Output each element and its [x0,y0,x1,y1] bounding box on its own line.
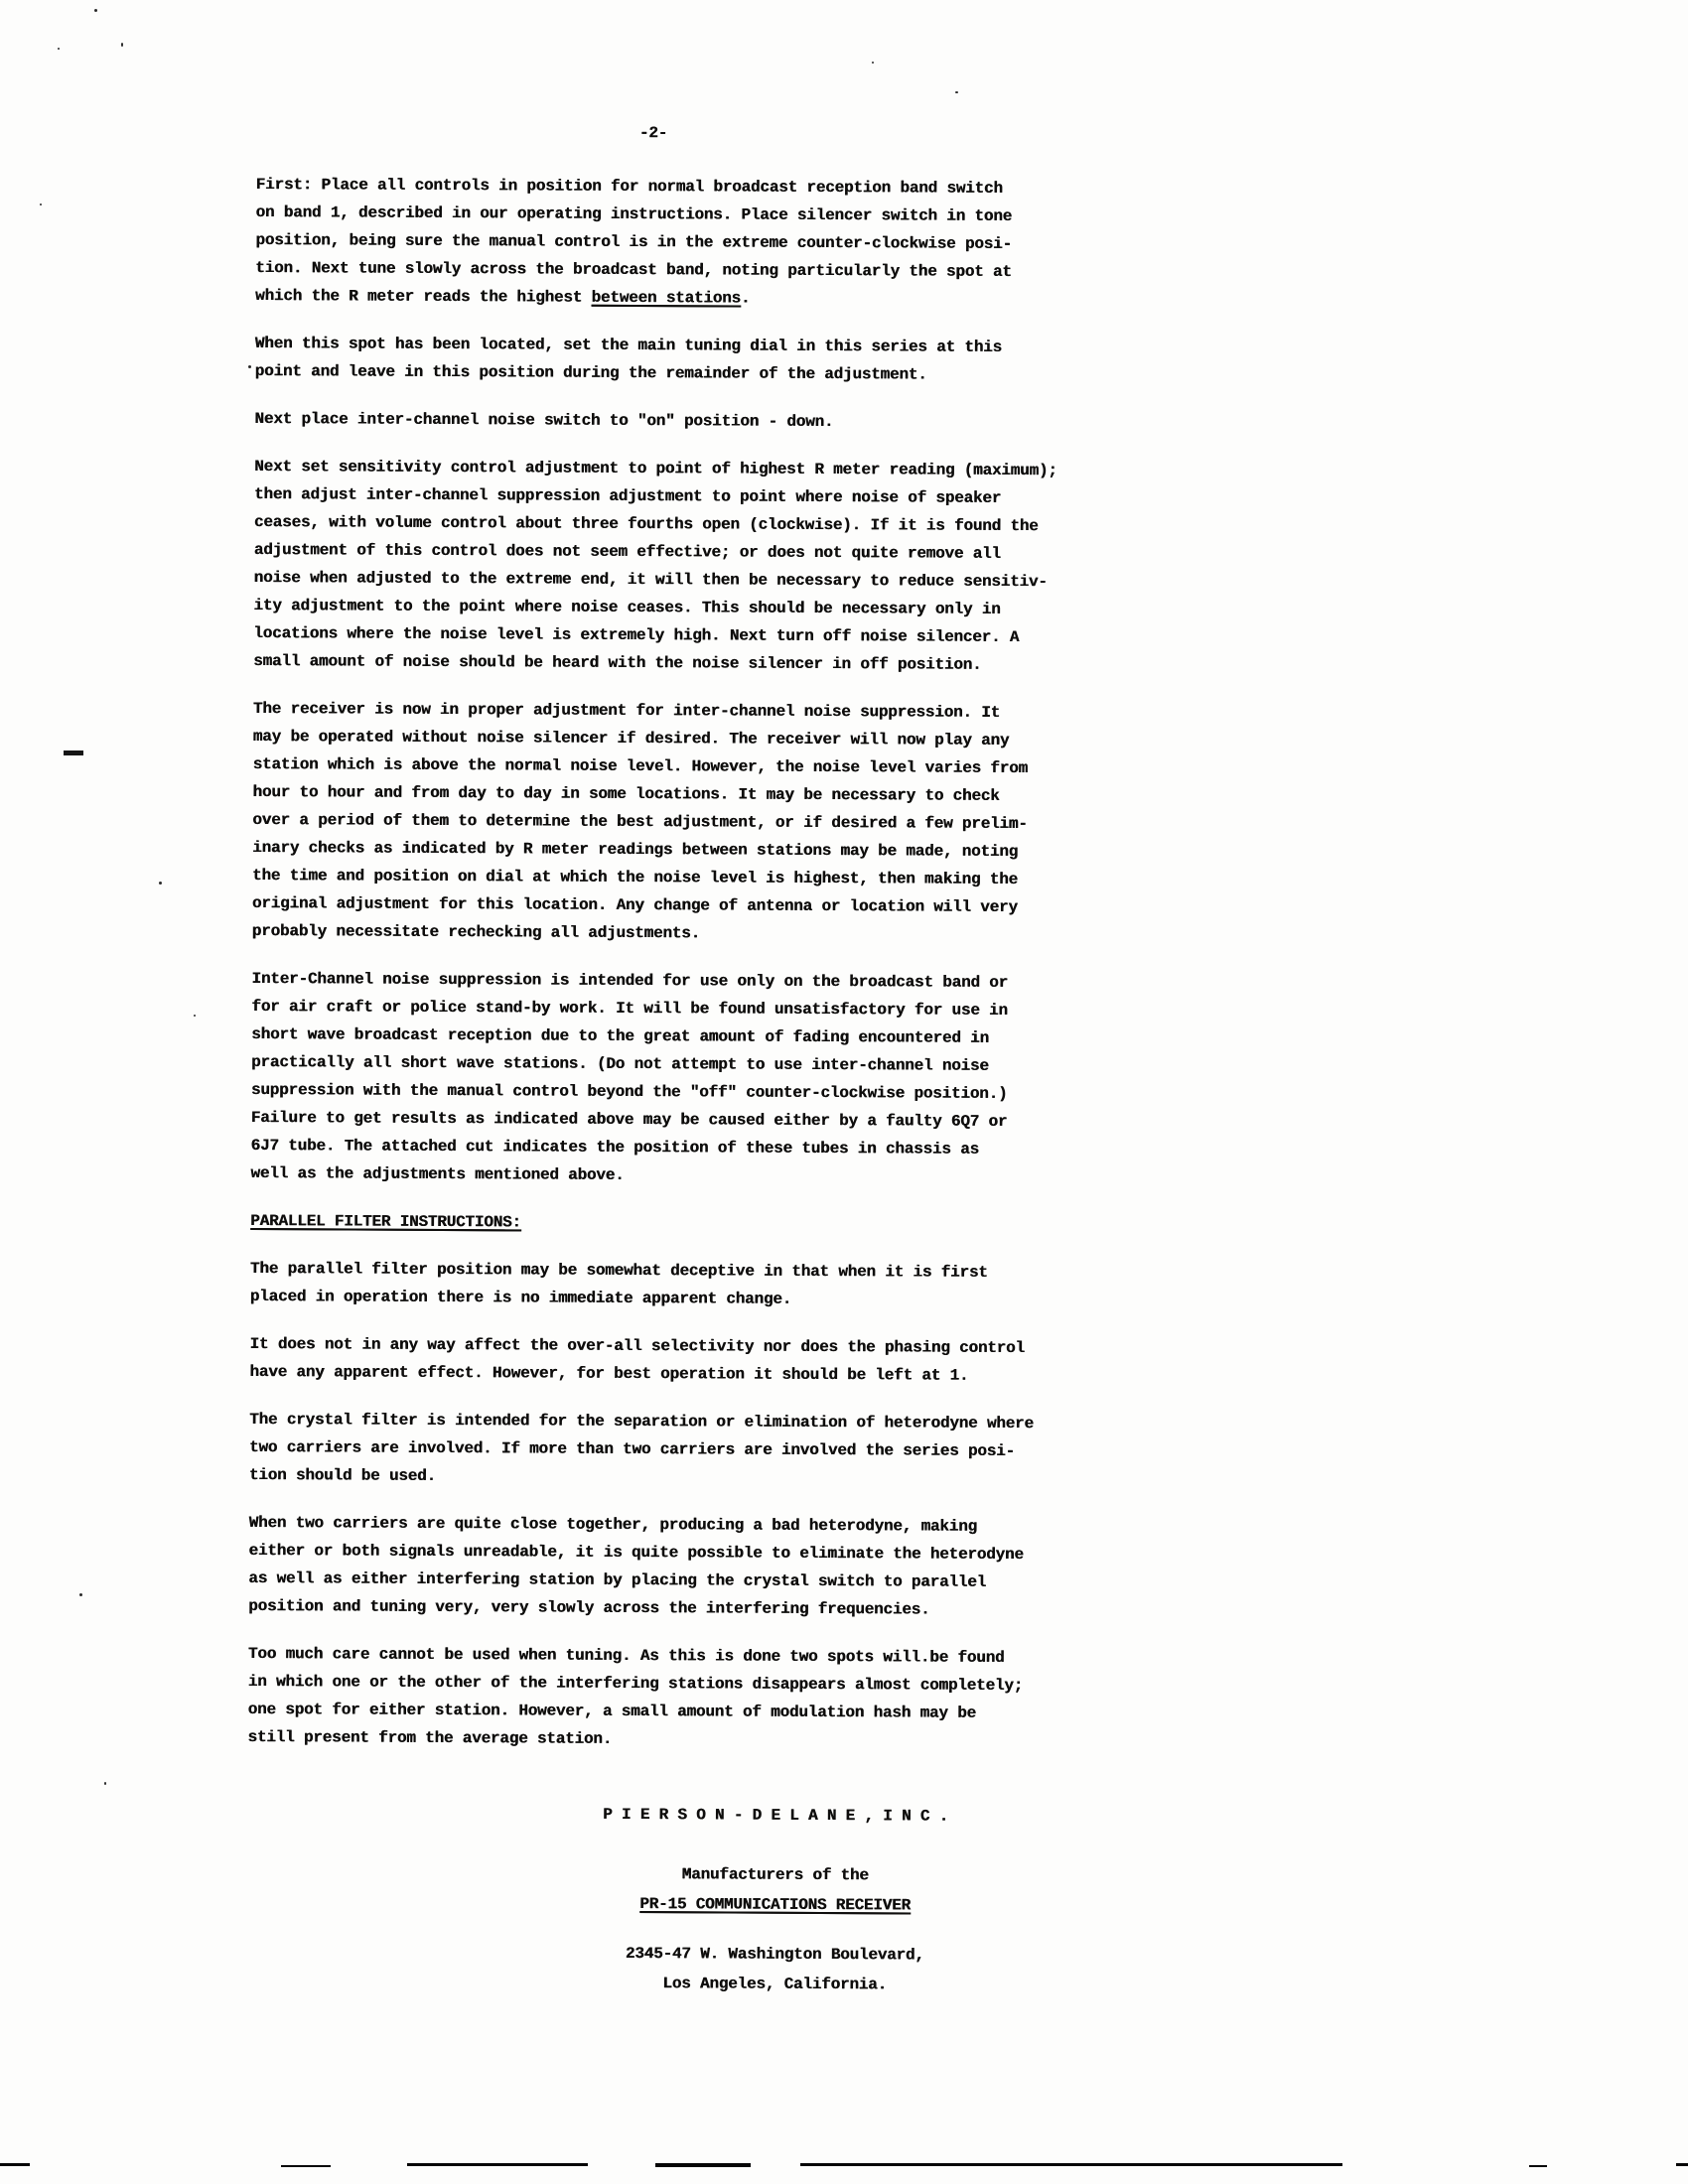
address-line-2: Los Angeles, California. [662,1975,888,1994]
scan-edge-artifact [1529,2165,1547,2167]
paragraph-interchannel-broadcast-only: Inter-Channel noise suppression is intended for use only on the broadcast band or for air craft or police stand-by work. It will be found unsatisfactory for use in short wave broadcast reception due to the great amount of fading encountered in practically all short wave stations. (Do not attempt to use inter-channel noise suppression with the manual control beyond the "off" counter-clockwise position.) Failure to get results as indicated above may be caused either by a faulty 6Q7 or 6J7 tube. The attached cut indicates the position of these tubes in chassis as well as the adjustments mentioned above. [250,969,1009,1184]
paragraph-first-controls-text: First: Place all controls in position for normal broadcast reception band switch on band 1, described in our operating instructions. Place silencer switch in tone position, being sure the manual control is in the extreme counter-clockwise posi- tion. Next tune slowly across the broadcast band, noting particularly the spot at which the R meter reads the highest [255,175,1013,307]
scan-speck [159,882,162,885]
footer-block [246,1799,1304,2001]
paragraph-first-controls [255,171,1448,316]
scan-speck [248,365,251,368]
parallel-filter-heading [250,1207,1442,1241]
address-line-1: 2345-47 W. Washington Boulevard, [625,1944,924,1965]
scan-speck [121,43,123,47]
scan-speck [58,48,60,50]
scan-edge-artifact [655,2163,751,2167]
paragraph-care-when-tuning: Too much care cannot be used when tuning. As this is done two spots will.be found in which one or the other of the interfering stations disappears almost completely; one spot for either station. However, a small amount of modulation hash may be still present from the average station. [247,1644,1024,1748]
paragraph-first-controls-end: . [740,289,751,308]
product-line [247,1888,1304,1922]
scan-edge-artifact [800,2163,1342,2166]
scan-edge-artifact [0,2163,30,2166]
scan-edge-artifact [407,2163,588,2166]
paragraph-two-carriers-close: When two carriers are quite close together, producing a bad heterodyne, making either or both signals unreadable, it is quite possible to eliminate the heterodyne as well as either interfering station by placing the crystal switch to parallel position and tuning very, very slowly across the interfering frequencies. [248,1513,1024,1619]
paragraph-selectivity-phasing: It does not in any way affect the over-all selectivity nor does the phasing control have any apparent effect. However, for best operation it should be left at 1. [249,1334,1025,1385]
paragraph-receiver-proper-adjustment: The receiver is now in proper adjustment for inter-channel noise suppression. It may be operated without noise silencer if desired. The receiver will now play any station which is above the normal noise level. However, the noise level varies from hour to hour and from day to day in some locations. It may be necessary to check over a period of them to determine the best adjustment, or if desired a few prelim- inary checks as indicated by R meter readings between stations may be made, noting the time and position on dial at which the noise level is highest, then making the original adjustment for this location. Any change of antenna or location will very probably necessitate rechecking all adjustments. [251,699,1028,943]
scan-edge-artifact [1676,2163,1688,2166]
scan-speck [104,1782,106,1785]
paragraph-noise-switch-on: Next place inter-channel noise switch to "on" position - down. [254,409,834,432]
scan-dash-mark [64,751,83,755]
page-number: -2- [638,124,668,143]
scan-speck [872,62,874,64]
product-line-text: PR-15 COMMUNICATIONS RECEIVER [639,1895,911,1915]
paragraph-parallel-filter-deceptive: The parallel filter position may be somewhat deceptive in that when it is first placed in operation there is no immediate apparent change. [249,1259,988,1308]
document-content [246,117,1448,2001]
scan-speck [955,91,958,93]
scan-speck [94,9,97,12]
company-name: P I E R S O N - D E L A N E , I N C . [603,1805,949,1826]
scan-speck [194,1015,196,1017]
paragraph-spot-located: When this spot has been located, set the main tuning dial in this series at this point and leave in this position during the remainder of the adjustment. [254,334,1002,384]
scan-edge-artifact [281,2165,331,2167]
scan-speck [79,1593,82,1596]
scan-speck [40,204,42,205]
parallel-filter-heading-text: PARALLEL FILTER INSTRUCTIONS: [250,1211,521,1232]
underlined-phrase-between-stations: between stations [591,288,742,308]
manufacturer-line: Manufacturers of the [681,1865,869,1885]
paragraph-crystal-filter-purpose: The crystal filter is intended for the separation or elimination of heterodyne where two carriers are involved. If more than two carriers are involved the series posi- tion should be used. [248,1410,1034,1485]
paragraph-sensitivity-adjustment: Next set sensitivity control adjustment to point of highest R meter reading (maximum); then adjust inter-channel suppression adjustment to point where noise of speaker ceases, with volume control about three fourths open (clockwise). If it is found the adjustment of this control does not seem effective; or does not quite remove all noise when adjusted to the extreme end, it will then be necessary to reduce sensitiv- ity adjustment to the point where noise ceases. This should be necessary only in locations where the noise level is extremely high. Next turn off noise silencer. A small amount of noise should be heard with the noise silencer in off position. [253,457,1057,674]
